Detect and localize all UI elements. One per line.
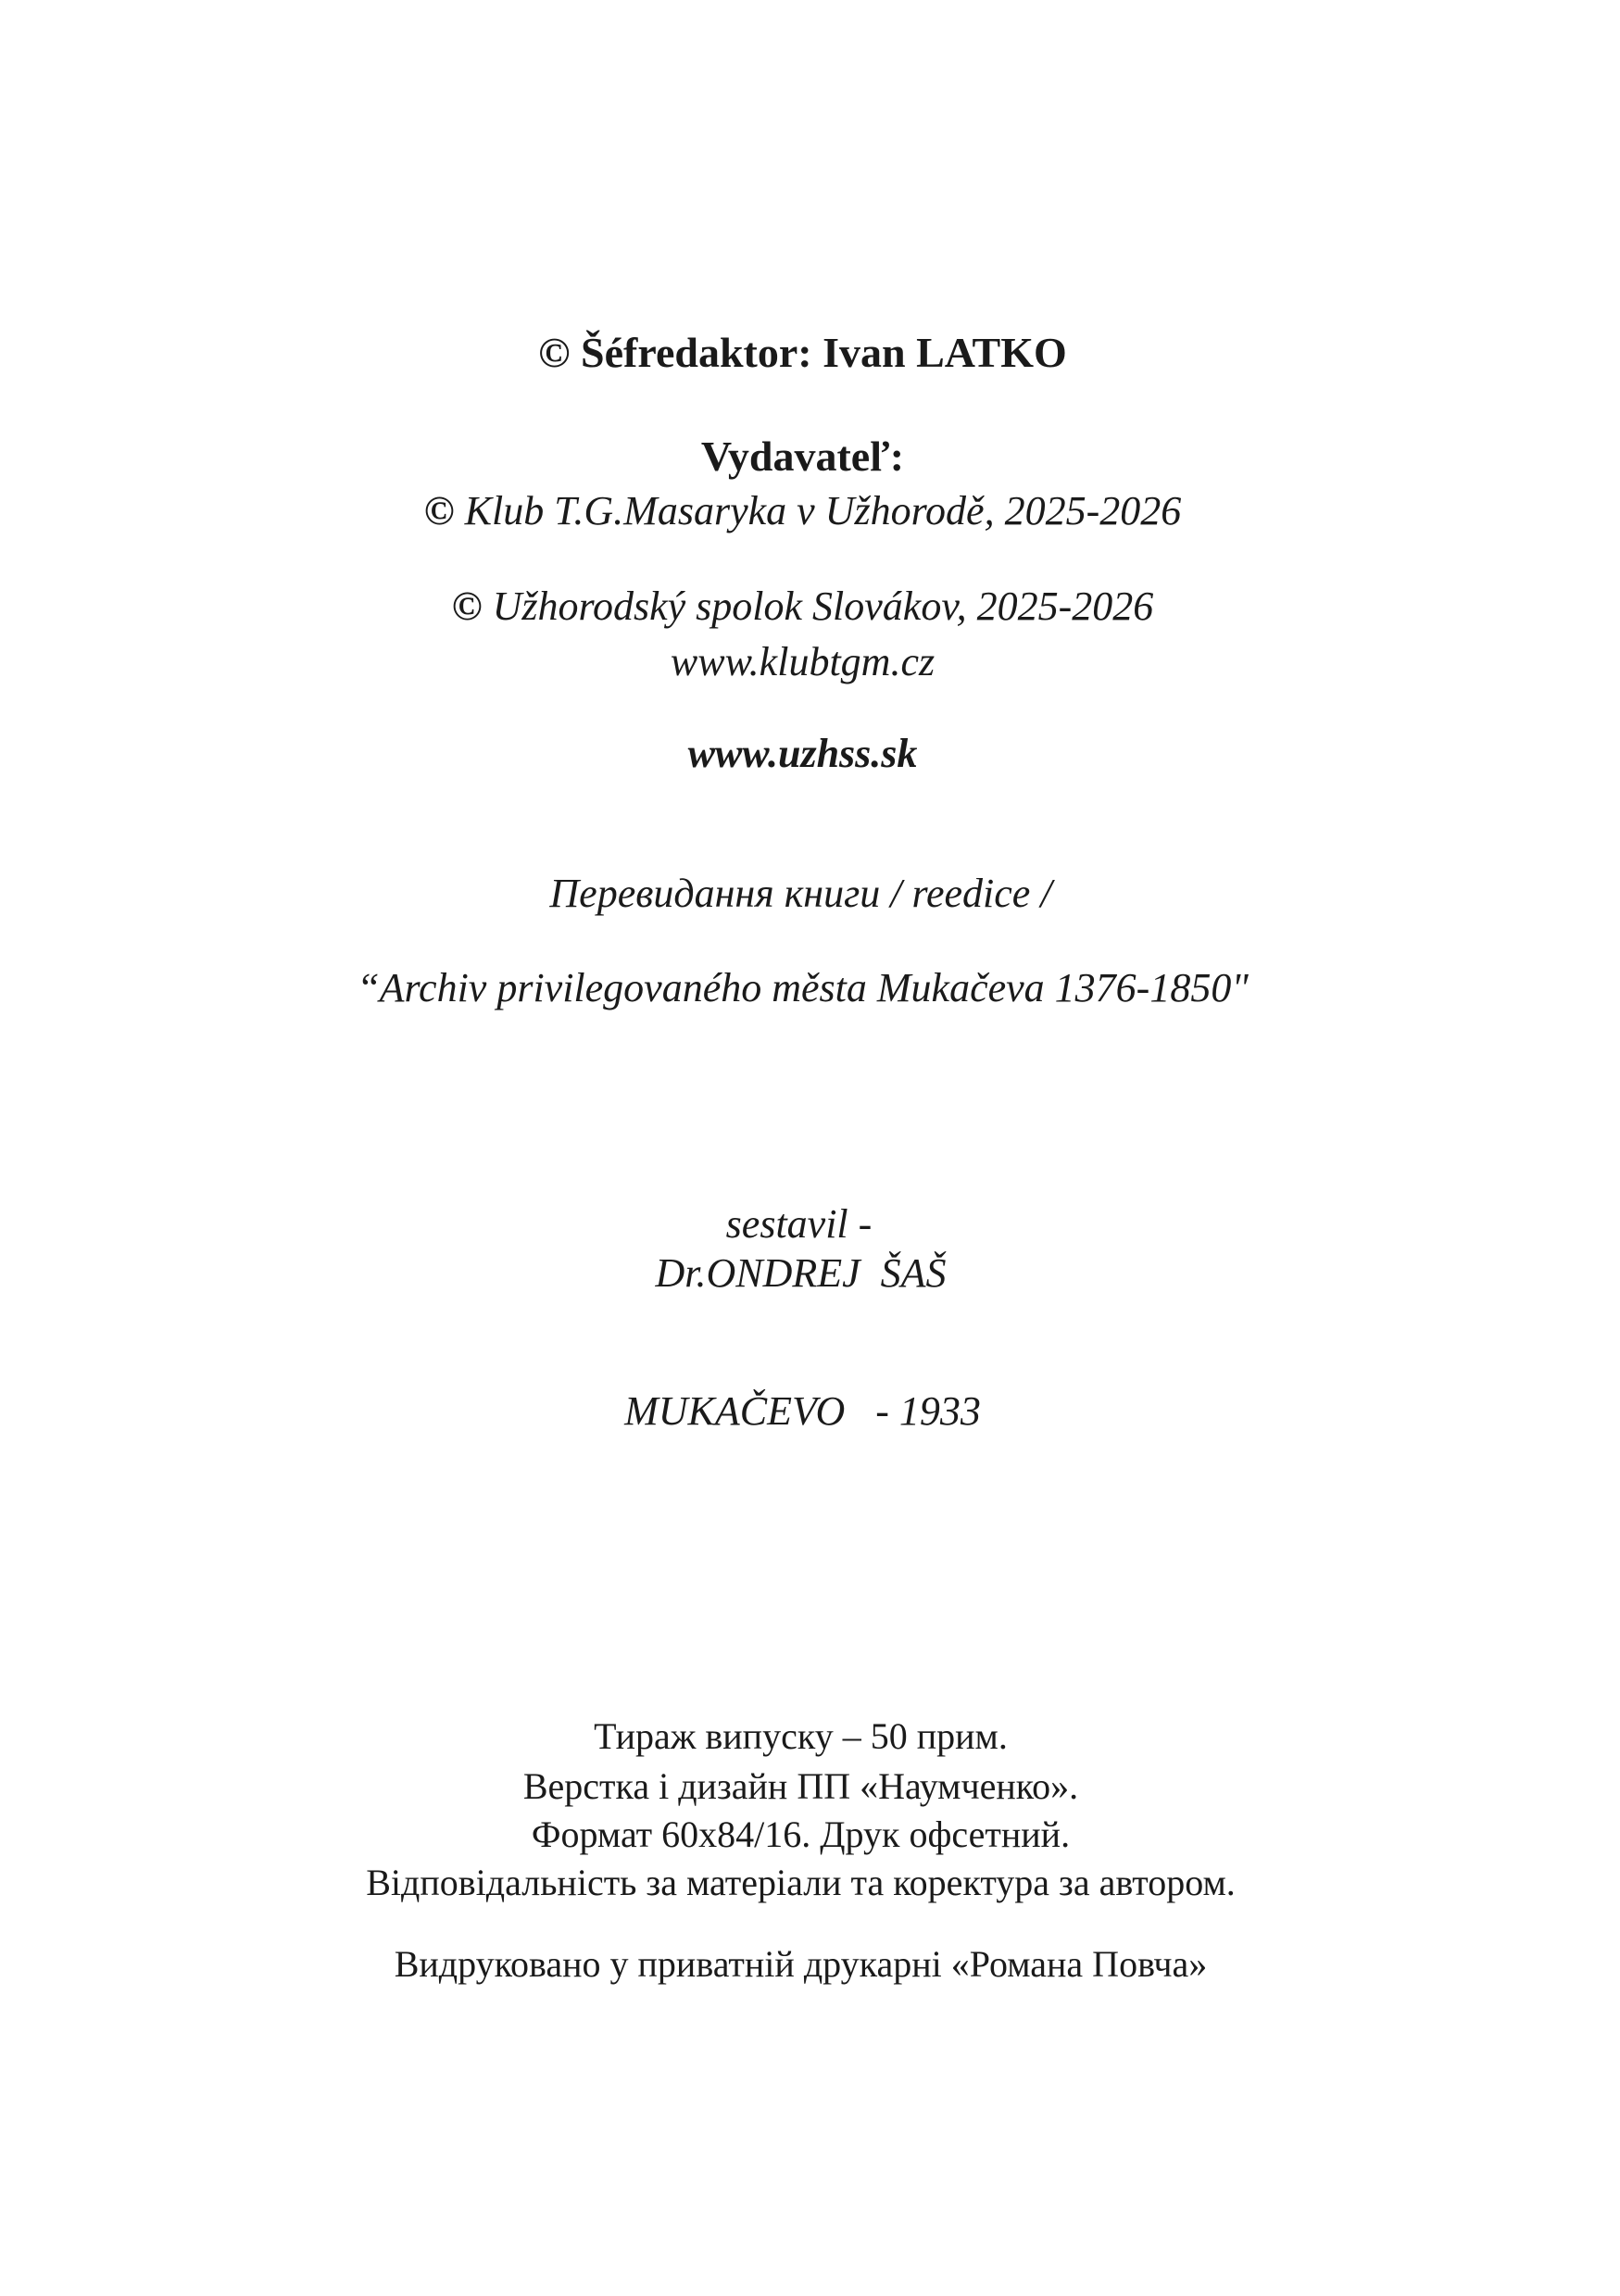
imprint-printer: Видруковано у приватній друкарні «Романа Повча»	[394, 1943, 1208, 1985]
publisher-heading: Vydavateľ:	[700, 433, 905, 480]
publisher-entry-text: Užhorodský spolok Slovákov, 2025-2026	[482, 583, 1154, 629]
publisher-entry-klub	[0, 488, 1613, 533]
website-uzhss: www.uzhss.sk	[687, 731, 918, 776]
imprint-format: Формат 60х84/16. Друк офсетний.	[531, 1813, 1071, 1855]
website-klubtgm: www.klubtgm.cz	[670, 639, 936, 684]
editor-line	[0, 329, 1613, 376]
copyright-symbol: ©	[538, 329, 571, 376]
imprint-layout-design: Верстка і дизайн ПП «Наумченко».	[522, 1765, 1079, 1807]
reissue-label: Перевидання книги / reedice /	[549, 871, 1052, 916]
compiled-by-label: sestavil -	[725, 1201, 873, 1247]
place-year: MUKAČEVO - 1933	[624, 1388, 981, 1434]
editor-name: Šéfredaktor: Ivan LATKO	[570, 329, 1067, 376]
imprint-responsibility: Відповідальність за матеріали та коректура за автором.	[366, 1862, 1236, 1903]
imprint-print-run: Тираж випуску – 50 прим.	[594, 1715, 1008, 1757]
book-title: “Archiv privilegovaného města Mukačeva 1376-1850"	[357, 965, 1249, 1010]
publisher-entry-spolok	[0, 583, 1613, 629]
author-name: Dr.ONDREJ ŠAŠ	[655, 1250, 947, 1296]
copyright-symbol: ©	[423, 488, 455, 533]
publisher-entry-text: Klub T.G.Masaryka v Užhorodě, 2025-2026	[454, 488, 1182, 533]
copyright-symbol: ©	[451, 583, 483, 629]
